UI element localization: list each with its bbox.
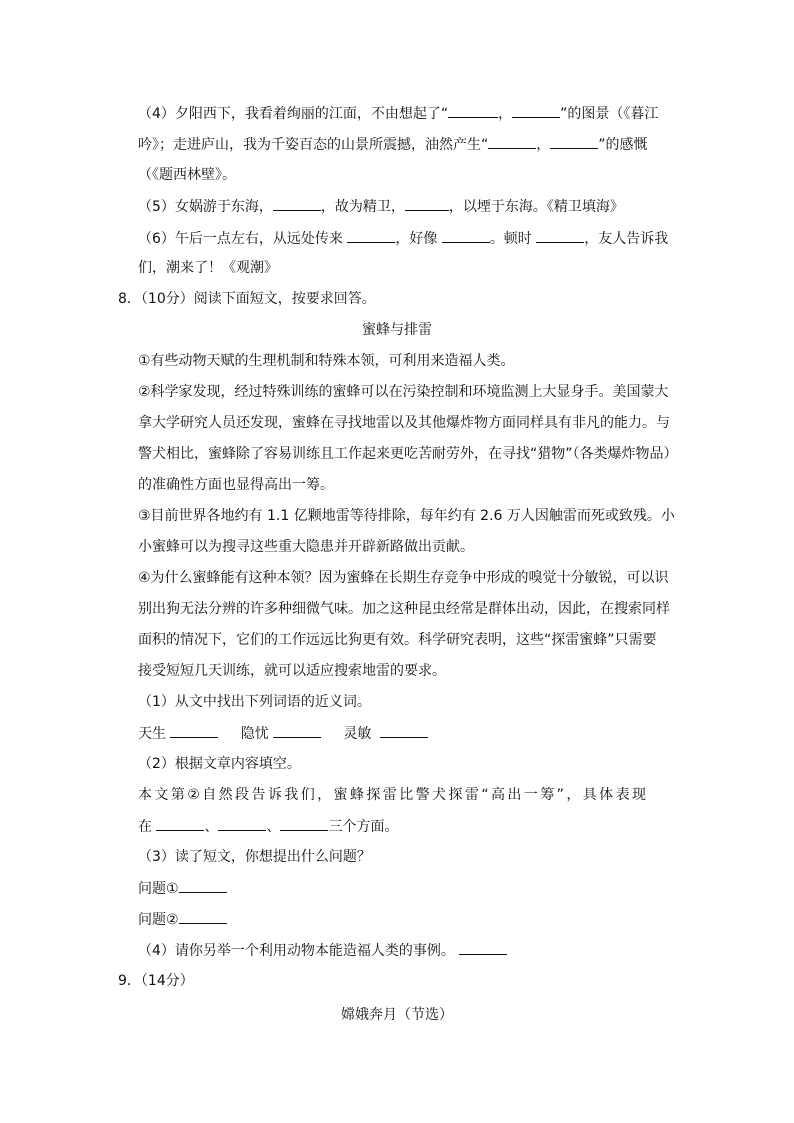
text: （《题西林壁》。 [138, 167, 236, 183]
text: ，好像 [395, 231, 442, 247]
answer-blank[interactable] [170, 723, 218, 738]
q7-p5 [138, 196, 624, 217]
sub-question-4 [138, 940, 507, 961]
answer-blank[interactable] [405, 196, 449, 211]
answer-blank[interactable] [459, 940, 507, 955]
text: 问题① [138, 881, 179, 897]
answer-blank[interactable] [512, 103, 560, 118]
sub-question-3: （3）读了短文，你想提出什么问题？ [138, 849, 371, 865]
text: ”的感慨 [598, 137, 648, 153]
text: 。顿时 [489, 231, 537, 247]
answer-blank[interactable] [273, 196, 321, 211]
text: （6）午后一点左右，从远处传来 [138, 231, 348, 247]
q8-header: 8．（10分）阅读下面短文，按要求回答。 [118, 291, 376, 307]
para-2-line3: 警犬相比，蜜蜂除了容易训练且工作起来更吃苦耐劳外，在寻找“猎物”（各类爆炸物品） [138, 446, 678, 462]
text: 问题② [138, 912, 179, 928]
para-2-line4: 的准确性方面也显得高出一筹。 [138, 477, 334, 493]
para-1: ①有些动物天赋的生理机制和特殊本领，可利用来造福人类。 [138, 353, 515, 369]
passage-title: 蜜蜂与排雷 [362, 322, 432, 338]
question-2-row [138, 909, 227, 930]
q7-p6-line2 [138, 258, 278, 278]
sub-question-2: （2）根据文章内容填空。 [138, 756, 301, 772]
q7-p4-line2 [138, 134, 648, 155]
para-4-line4: 接受短短几天训练，就可以适应搜索地雷的要求。 [138, 663, 446, 679]
q9-passage-title: 嫦娥奔月（节选） [341, 1007, 453, 1023]
answer-blank[interactable] [218, 816, 266, 831]
answer-blank[interactable] [536, 228, 584, 243]
text: ，友人告诉我 [584, 231, 669, 247]
answer-blank[interactable] [273, 723, 321, 738]
text: （5）女娲游于东海， [138, 199, 273, 215]
word: 灵敏 [343, 726, 372, 742]
text: ，以堙于东海。《精卫填海》 [448, 199, 624, 215]
q7-p4-line3 [138, 165, 236, 185]
sub-question-2-line2 [138, 816, 398, 837]
para-4-line3: 面积的情况下，它们的工作远远比狗更有效。科学研究表明，这些“探雷蜜蜂”只需要 [138, 632, 657, 648]
para-3-line2: 小蜜蜂可以为搜寻这些重大隐患并开辟新路做出贡献。 [138, 539, 474, 555]
text: （4）请你另举一个利用动物本能造福人类的事例。 [138, 943, 460, 959]
sub-question-2-line1: 本文第②自然段告诉我们，蜜蜂探雷比警犬探雷“高出一筹”，具体表现 [138, 787, 646, 803]
answer-blank[interactable] [488, 134, 536, 149]
para-4-line1: ④为什么蜜蜂能有这种本领？因为蜜蜂在长期生存竞争中形成的嗅觉十分敏锐，可以识 [138, 570, 669, 586]
q7-p6-line1 [138, 228, 668, 249]
text: ”的图景（《暮江 [560, 106, 659, 122]
question-1-row [138, 878, 227, 899]
text: ，故为精卫， [320, 199, 405, 215]
answer-blank[interactable] [179, 878, 227, 893]
text: 、 [266, 819, 281, 835]
text: 、 [204, 819, 219, 835]
word: 隐忧 [240, 726, 269, 742]
answer-blank[interactable] [448, 103, 498, 118]
answer-blank[interactable] [156, 816, 204, 831]
text: （4）夕阳西下，我看着绚丽的江面，不由想起了“ [138, 106, 449, 122]
sub-question-1: （1）从文中找出下列词语的近义词。 [138, 694, 371, 710]
para-4-line2: 别出狗无法分辨的许多种细微气味。加之这种昆虫经常是群体出动，因此，在搜索同样 [138, 601, 670, 617]
answer-blank[interactable] [280, 816, 328, 831]
text: 们，潮来了！《观潮》 [138, 260, 278, 276]
answer-blank[interactable] [550, 134, 598, 149]
text: ， [498, 106, 513, 122]
text: 三个方面。 [328, 819, 399, 835]
q7-p4-line1 [138, 103, 658, 124]
synonym-row [138, 723, 428, 744]
text: ， [536, 137, 551, 153]
answer-blank[interactable] [347, 228, 395, 243]
para-3-line1: ③目前世界各地约有 1.1 亿颗地雷等待排除，每年约有 2.6 万人因触雷而死或致残。小 [138, 508, 675, 524]
answer-blank[interactable] [179, 909, 227, 924]
answer-blank[interactable] [380, 723, 428, 738]
text: 在 [138, 819, 157, 835]
answer-blank[interactable] [442, 228, 490, 243]
q9-header: 9．（14分） [118, 973, 194, 989]
word: 天生 [138, 726, 166, 742]
para-2-line1: ②科学家发现，经过特殊训练的蜜蜂可以在污染控制和环境监测上大显身手。美国蒙大 [138, 384, 669, 400]
para-2-line2: 拿大学研究人员还发现，蜜蜂在寻找地雷以及其他爆炸物方面同样具有非凡的能力。与 [138, 415, 670, 431]
text: 吟》；走进庐山，我为千姿百态的山景所震撼，油然产生“ [138, 137, 489, 153]
